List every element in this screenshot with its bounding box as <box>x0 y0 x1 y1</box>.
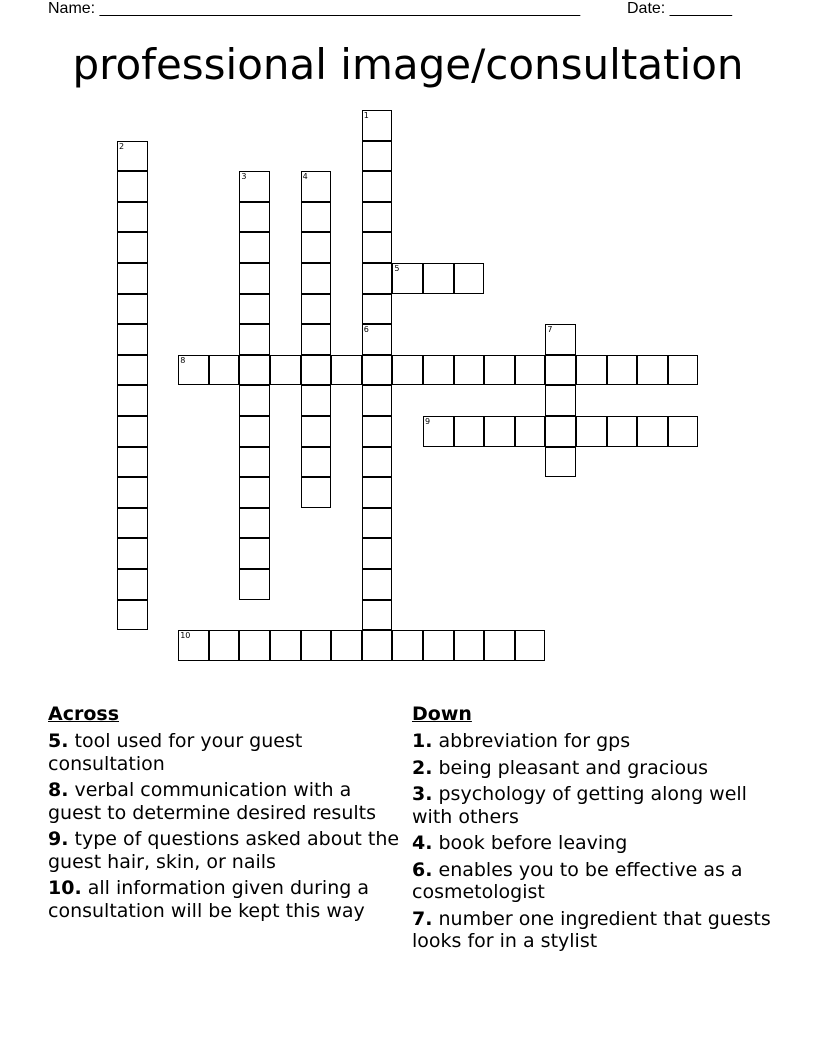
grid-cell[interactable] <box>117 141 148 172</box>
grid-cell[interactable] <box>117 600 148 631</box>
grid-cell[interactable] <box>545 447 576 478</box>
grid-cell[interactable] <box>545 416 576 447</box>
grid-cell[interactable] <box>454 630 485 661</box>
grid-cell[interactable] <box>239 538 270 569</box>
grid-cell[interactable] <box>117 202 148 233</box>
grid-cell[interactable] <box>239 263 270 294</box>
grid-cell[interactable] <box>362 110 393 141</box>
clue-text: verbal communication with a guest to determine desired results <box>48 779 376 824</box>
grid-cell[interactable] <box>423 630 454 661</box>
clue-text: book before leaving <box>438 832 628 854</box>
grid-cell[interactable] <box>454 416 485 447</box>
across-clue <box>48 779 408 824</box>
grid-cell[interactable] <box>117 477 148 508</box>
clue-number: 3. <box>412 783 433 805</box>
grid-cell[interactable] <box>392 355 423 386</box>
page-title: professional image/consultation <box>72 40 744 89</box>
grid-cell[interactable] <box>117 447 148 478</box>
grid-cell[interactable] <box>301 447 332 478</box>
grid-cell[interactable] <box>331 355 362 386</box>
clue-text: psychology of getting along well with others <box>412 783 747 828</box>
date-field-label: Date: _______ <box>627 0 732 17</box>
grid-cell[interactable] <box>301 416 332 447</box>
grid-cell[interactable] <box>239 385 270 416</box>
grid-cell[interactable] <box>117 508 148 539</box>
grid-cell[interactable] <box>362 202 393 233</box>
cell-number: 3 <box>241 172 247 182</box>
grid-cell[interactable] <box>484 355 515 386</box>
grid-cell[interactable] <box>239 202 270 233</box>
grid-cell[interactable] <box>331 630 362 661</box>
clue-number: 5. <box>48 730 69 752</box>
grid-cell[interactable] <box>668 416 699 447</box>
clue-number: 2. <box>412 756 433 779</box>
grid-cell[interactable] <box>178 630 209 661</box>
grid-cell[interactable] <box>545 324 576 355</box>
grid-cell[interactable] <box>270 355 301 386</box>
grid-cell[interactable] <box>239 569 270 600</box>
grid-cell[interactable] <box>301 324 332 355</box>
clue-number: 7. <box>412 907 433 930</box>
grid-cell[interactable] <box>362 324 393 355</box>
grid-cell[interactable] <box>362 263 393 294</box>
grid-cell[interactable] <box>362 232 393 263</box>
down-clue <box>412 859 772 904</box>
grid-cell[interactable] <box>239 324 270 355</box>
grid-cell[interactable] <box>209 630 240 661</box>
grid-cell[interactable] <box>607 416 638 447</box>
grid-cell[interactable] <box>117 232 148 263</box>
grid-cell[interactable] <box>301 202 332 233</box>
grid-cell[interactable] <box>117 263 148 294</box>
clue-text: type of questions asked about the guest hair, skin, or nails <box>48 828 400 873</box>
clue-number: 6. <box>412 858 433 881</box>
grid-cell[interactable] <box>301 294 332 325</box>
cell-number: 7 <box>547 325 553 335</box>
grid-cell[interactable] <box>392 630 423 661</box>
grid-cell[interactable] <box>239 171 270 202</box>
grid-cell[interactable] <box>637 355 668 386</box>
cell-number: 2 <box>119 141 125 151</box>
grid-cell[interactable] <box>454 355 485 386</box>
cell-number: 5 <box>394 264 400 273</box>
grid-cell[interactable] <box>637 416 668 447</box>
grid-cell[interactable] <box>301 385 332 416</box>
grid-cell[interactable] <box>362 569 393 600</box>
grid-cell[interactable] <box>423 416 454 447</box>
down-clue <box>412 908 772 953</box>
clue-text: all information given during a consultation will be kept this way <box>48 877 369 922</box>
cell-number: 6 <box>363 325 369 335</box>
grid-cell[interactable] <box>668 355 699 386</box>
across-clues <box>48 702 408 926</box>
grid-cell[interactable] <box>607 355 638 386</box>
grid-cell[interactable] <box>423 355 454 386</box>
grid-cell[interactable] <box>423 263 454 294</box>
grid-cell[interactable] <box>362 538 393 569</box>
grid-cell[interactable] <box>392 263 423 294</box>
grid-cell[interactable] <box>545 355 576 386</box>
grid-cell[interactable] <box>239 508 270 539</box>
down-clue <box>412 730 772 753</box>
grid-cell[interactable] <box>239 630 270 661</box>
grid-cell[interactable] <box>362 355 393 386</box>
across-heading: Across <box>48 703 120 725</box>
grid-cell[interactable] <box>239 477 270 508</box>
cell-number: 4 <box>302 172 308 182</box>
down-clue <box>412 832 772 855</box>
grid-cell[interactable] <box>484 416 515 447</box>
clue-number: 1. <box>412 730 433 752</box>
grid-cell[interactable] <box>209 355 240 386</box>
grid-cell[interactable] <box>545 385 576 416</box>
grid-cell[interactable] <box>454 263 485 294</box>
clue-number: 8. <box>48 779 69 801</box>
across-clue <box>48 877 408 922</box>
grid-cell[interactable] <box>301 630 332 661</box>
grid-cell[interactable] <box>362 141 393 172</box>
grid-cell[interactable] <box>117 538 148 569</box>
name-field-label: Name: ______________________________________________________ <box>48 0 581 17</box>
down-clue <box>412 757 772 780</box>
grid-cell[interactable] <box>301 263 332 294</box>
grid-cell[interactable] <box>362 385 393 416</box>
grid-cell[interactable] <box>117 385 148 416</box>
grid-cell[interactable] <box>362 171 393 202</box>
grid-cell[interactable] <box>301 232 332 263</box>
clue-number: 10. <box>48 877 82 899</box>
grid-cell[interactable] <box>301 477 332 508</box>
clue-text: abbreviation for gps <box>438 730 631 752</box>
grid-cell[interactable] <box>117 355 148 386</box>
grid-cell[interactable] <box>239 232 270 263</box>
grid-cell[interactable] <box>362 294 393 325</box>
grid-cell[interactable] <box>301 355 332 386</box>
clue-text: enables you to be effective as a cosmetologist <box>412 858 743 903</box>
grid-cell[interactable] <box>239 355 270 386</box>
across-clue <box>48 730 408 775</box>
grid-cell[interactable] <box>362 416 393 447</box>
cell-number: 9 <box>425 417 431 426</box>
grid-cell[interactable] <box>117 324 148 355</box>
grid-cell[interactable] <box>515 416 546 447</box>
grid-cell[interactable] <box>515 355 546 386</box>
grid-cell[interactable] <box>239 447 270 478</box>
clue-text: number one ingredient that guests looks for in a stylist <box>412 907 771 952</box>
grid-cell[interactable] <box>576 416 607 447</box>
clue-text: tool used for your guest consultation <box>48 730 303 775</box>
clue-number: 4. <box>412 832 433 854</box>
grid-cell[interactable] <box>362 477 393 508</box>
grid-cell[interactable] <box>117 569 148 600</box>
grid-cell[interactable] <box>362 508 393 539</box>
clue-text: being pleasant and gracious <box>438 756 709 779</box>
grid-cell[interactable] <box>117 294 148 325</box>
cell-number: 8 <box>180 355 186 365</box>
grid-cell[interactable] <box>178 355 209 386</box>
grid-cell[interactable] <box>576 355 607 386</box>
grid-cell[interactable] <box>515 630 546 661</box>
down-clues <box>412 702 772 957</box>
grid-cell[interactable] <box>270 630 301 661</box>
grid-cell[interactable] <box>362 447 393 478</box>
grid-cell[interactable] <box>484 630 515 661</box>
clue-number: 9. <box>48 828 69 850</box>
down-clue <box>412 783 772 828</box>
cell-number: 1 <box>363 111 369 120</box>
grid-cell[interactable] <box>117 171 148 202</box>
across-clue <box>48 828 408 873</box>
grid-cell[interactable] <box>239 416 270 447</box>
grid-cell[interactable] <box>362 600 393 631</box>
grid-cell[interactable] <box>117 416 148 447</box>
grid-cell[interactable] <box>239 294 270 325</box>
grid-cell[interactable] <box>301 171 332 202</box>
cell-number: 10 <box>180 631 191 641</box>
down-heading: Down <box>412 703 472 725</box>
grid-cell[interactable] <box>362 630 393 661</box>
